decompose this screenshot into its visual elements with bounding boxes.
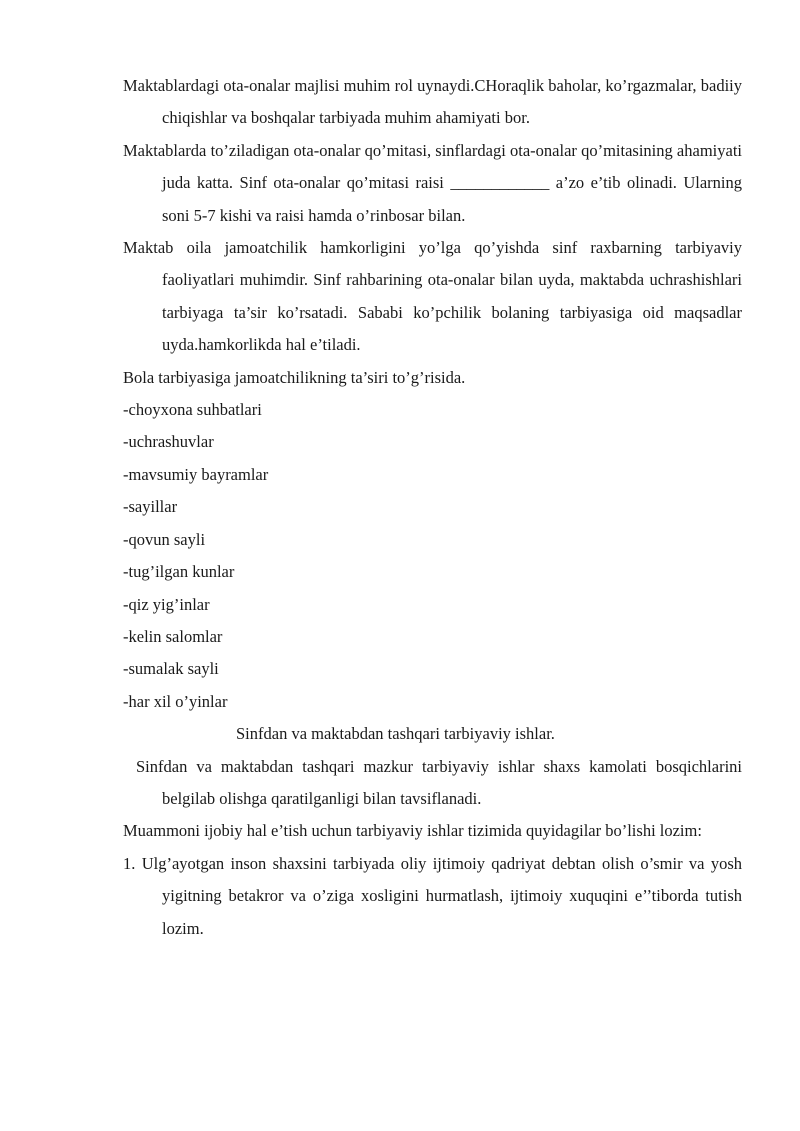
list-item: -sumalak sayli [123, 659, 219, 679]
paragraph-parent-committee: Maktablarda to’ziladigan ota-onalar qo’mitasi, sinflardagi ota-onalar qo’mitasining ahamiyati juda katta. Sinf ota-onalar qo’mitasi raisi ____________ a’zo e’tib olinadi. Ularning soni 5-7 kishi va raisi hamda o’rinbosar bilan. [123, 140, 742, 225]
list-item: -qiz yig’inlar [123, 594, 210, 614]
list-item: -mavsumiy bayramlar [123, 464, 269, 484]
list-item: -sayillar [123, 497, 178, 517]
document-page [123, 70, 742, 945]
paragraph-parent-meetings: Maktablardagi ota-onalar majlisi muhim rol uynaydi.CHoraqlik baholar, ko’rgazmalar, badiiy chiqishlar va boshqalar tarbiyada muhim ahamiyati bor. [123, 76, 742, 128]
section-title: Sinfdan va maktabdan tashqari tarbiyaviy ishlar. [236, 724, 555, 744]
list-item: -qovun sayli [123, 529, 206, 549]
community-events-list [123, 394, 742, 718]
heading-community-influence: Bola tarbiyasiga jamoatchilikning ta’siri to’g’risida. [123, 367, 466, 387]
list-item: -tug’ilgan kunlar [123, 562, 235, 582]
list-item: -uchrashuvlar [123, 432, 214, 452]
paragraph-problem-solution: Muammoni ijobiy hal e’tish uchun tarbiyaviy ishlar tizimida quyidagilar bo’lishi lozim: [123, 821, 702, 841]
paragraph-school-family-cooperation: Maktab oila jamoatchilik hamkorligini yo’lga qo’yishda sinf raxbarning tarbiyaviy faoliyatlari muhimdir. Sinf rahbarining ota-onalar bilan uyda, maktabda uchrashishlari tarbiyaga ta’sir ko’rsatadi. Sababi ko’pchilik bolaning tarbiyasiga oid maqsadlar uyda.hamkorlikda hal e’tiladi. [123, 238, 742, 355]
list-item: -choyxona suhbatlari [123, 400, 262, 420]
list-item: -har xil o’yinlar [123, 691, 228, 711]
paragraph-section-intro: Sinfdan va maktabdan tashqari mazkur tarbiyaviy ishlar shaxs kamolati bosqichlarini belgilab olishga qaratilganligi bilan tavsiflanadi. [136, 756, 742, 808]
list-item: -kelin salomlar [123, 626, 223, 646]
numbered-item-1: 1. Ulg’ayotgan inson shaxsini tarbiyada oliy ijtimoiy qadriyat debtan olish o’smir va yosh yigitning betakror va o’ziga xosligini hurmatlash, ijtimoiy xuquqini e’’tiborda tutish lozim. [123, 853, 742, 938]
